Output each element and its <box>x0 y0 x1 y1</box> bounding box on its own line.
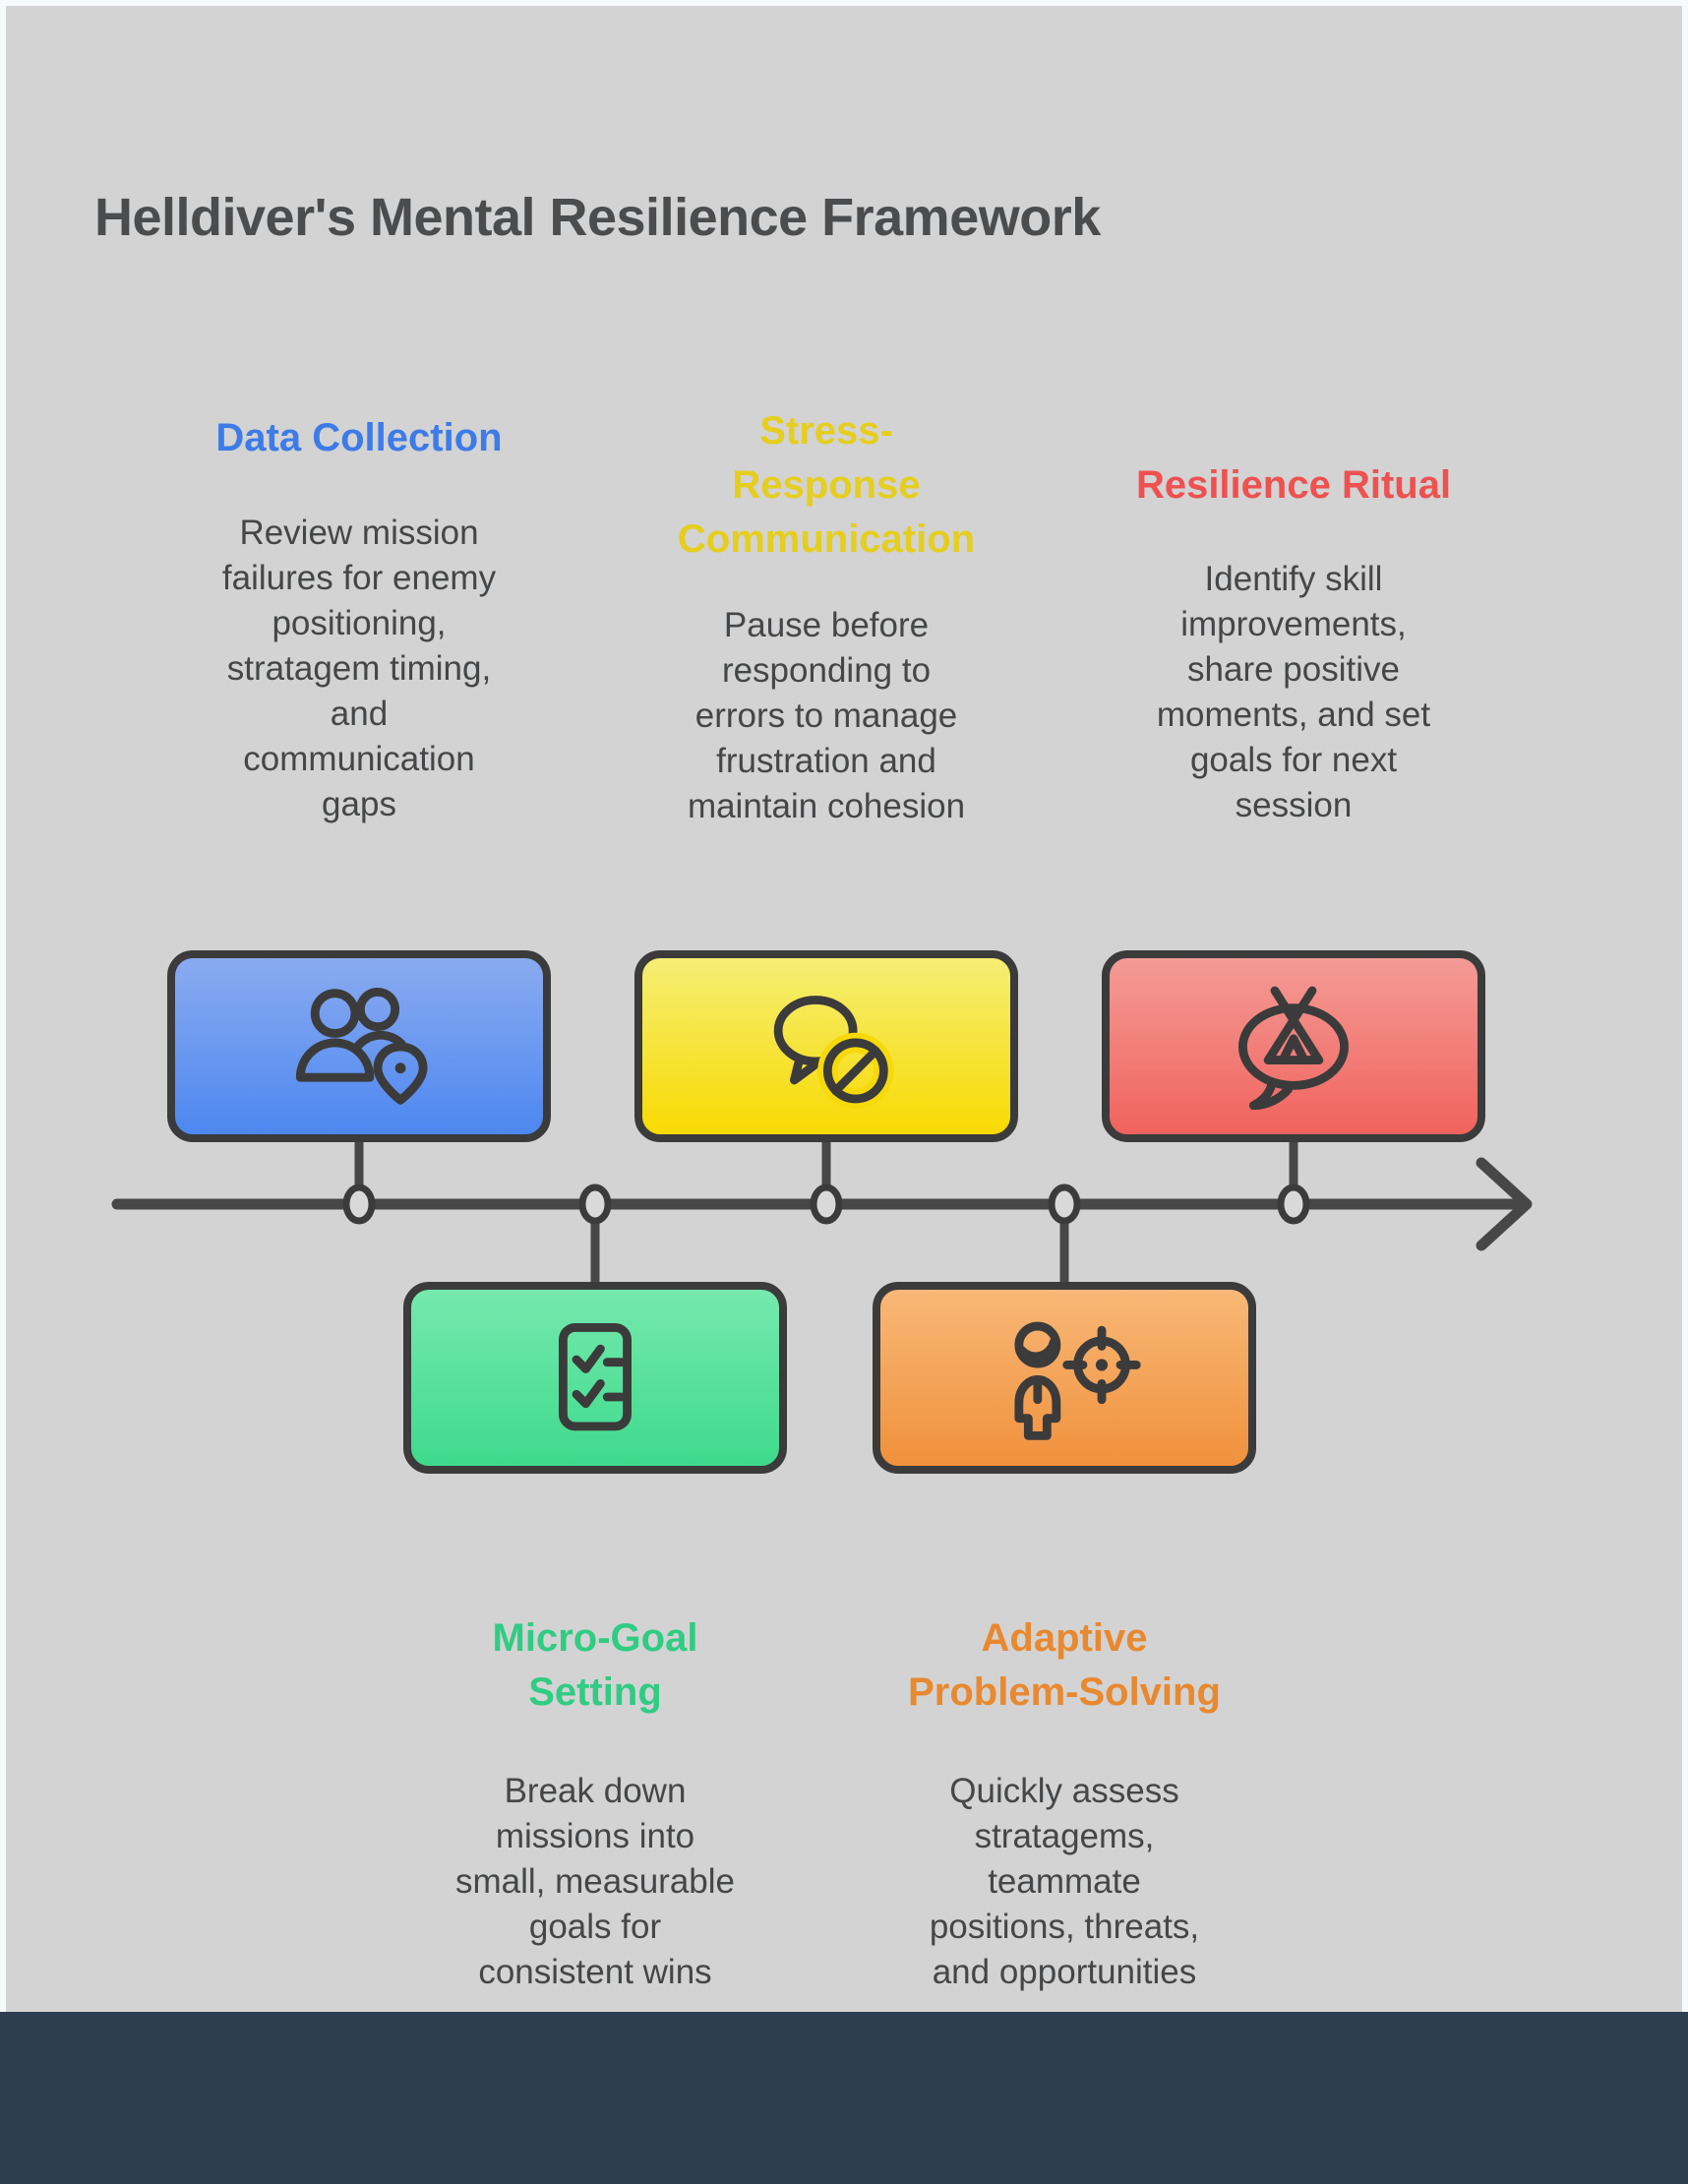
step-heading-adaptive-problem-solving: Adaptive Problem-Solving <box>908 1616 1221 1714</box>
step-box-stress-response <box>634 950 1018 1142</box>
step-box-data-collection <box>167 950 551 1142</box>
step-heading-resilience-ritual: Resilience Ritual <box>1135 463 1452 507</box>
page-title: Helldiver's Mental Resilience Framework <box>94 188 1101 248</box>
muted-speech-bubble-icon <box>733 980 920 1114</box>
users-location-icon <box>266 980 452 1114</box>
step-body-adaptive-problem-solving: Quickly assess stratagems, teammate positions, threats, and opportunities <box>929 1772 1200 1991</box>
step-body-micro-goal: Break down missions into small, measurable goals for consistent wins <box>455 1772 735 1991</box>
step-body-data-collection: Review mission failures for enemy positioning, stratagem timing, and communication gaps <box>221 514 497 823</box>
step-heading-stress-response: Stress-Response Communication <box>677 409 976 561</box>
checklist-icon <box>502 1311 689 1445</box>
step-box-adaptive-problem-solving <box>873 1282 1256 1474</box>
step-box-micro-goal <box>403 1282 787 1474</box>
step-heading-micro-goal: Micro-Goal Setting <box>492 1616 698 1714</box>
step-body-resilience-ritual: Identify skill improvements, share positive moments, and set goals for next session <box>1156 560 1431 824</box>
infographic-canvas <box>6 6 1682 2184</box>
timeline <box>6 1127 1688 1304</box>
footer-band <box>0 2012 1688 2184</box>
person-target-icon <box>971 1311 1158 1445</box>
camp-speech-bubble-icon <box>1200 980 1387 1114</box>
step-heading-data-collection: Data Collection <box>215 416 503 459</box>
step-body-stress-response: Pause before responding to errors to manage frustration and maintain cohesion <box>687 606 966 825</box>
step-box-resilience-ritual <box>1102 950 1485 1142</box>
